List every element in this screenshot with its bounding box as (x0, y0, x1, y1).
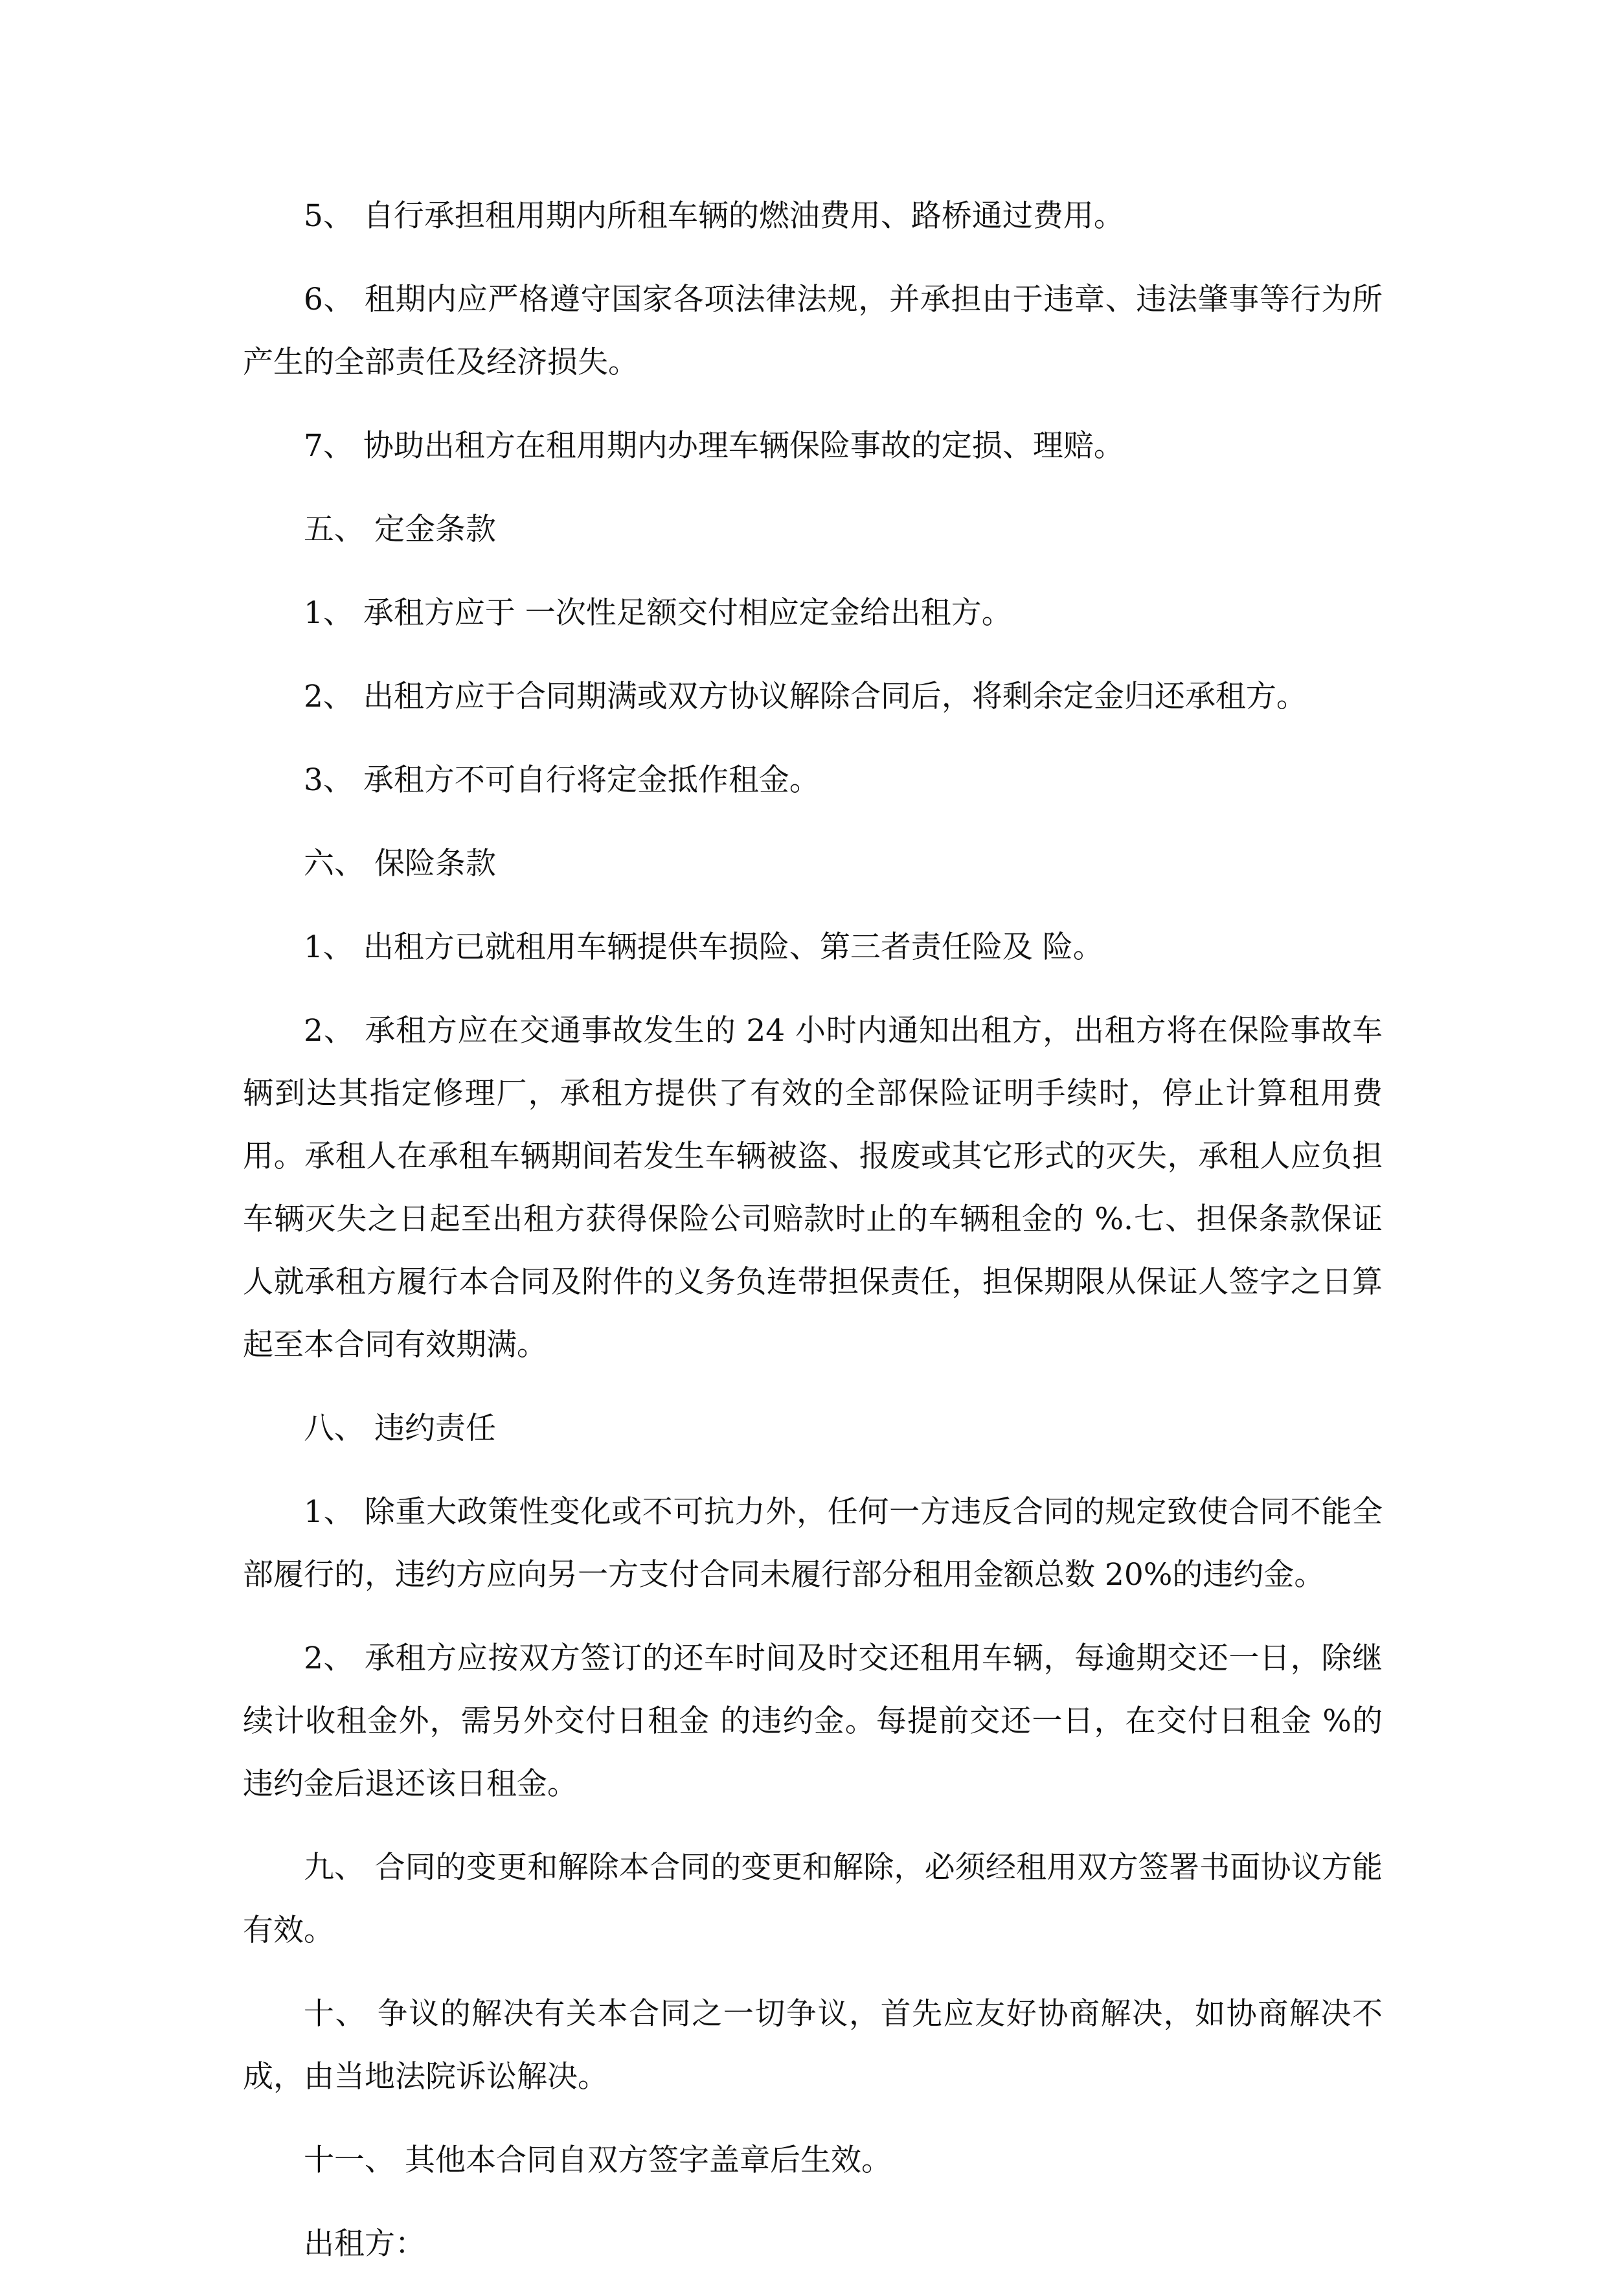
section-heading-breach: 八、 违约责任 (304, 1411, 496, 1446)
section-other-effective: 十一、 其他本合同自双方签字盖章后生效。 (304, 2143, 892, 2178)
clause-assist-insurance-claims: 7、 协助出租方在租用期内办理车辆保险事故的定损、理赔。 (304, 428, 1124, 464)
section-heading-insurance: 六、 保险条款 (304, 846, 496, 881)
section-dispute-resolution: 十、 争议的解决有关本合同之一切争议，首先应友好协商解决，如协商解决不成，由当地法院诉讼解决。 (243, 1996, 1383, 2095)
section-heading-deposit: 五、 定金条款 (304, 512, 496, 547)
clause-deposit-payment: 1、 承租方应于 一次性足额交付相应定金给出租方。 (304, 595, 1012, 631)
clause-deposit-return: 2、 出租方应于合同期满或双方协议解除合同后，将剩余定金归还承租方。 (304, 679, 1307, 714)
contract-body (243, 185, 1383, 2296)
clause-obey-laws: 6、 租期内应严格遵守国家各项法律法规，并承担由于违章、违法肇事等行为所产生的全部责任及经济损失。 (243, 282, 1383, 380)
clause-fuel-toll-costs: 5、 自行承担租用期内所租车辆的燃油费用、路桥通过费用。 (304, 198, 1124, 234)
clause-accident-notification: 2、 承租方应在交通事故发生的 24 小时内通知出租方，出租方将在保险事故车辆到达其指定修理厂，承租方提供了有效的全部保险证明手续时，停止计算租用费用。承租人在承租车辆期间若发生车辆被盗、报废或其它形式的灭失，承租人应负担车辆灭失之日起至出租方获得保险公司赔款时止的车辆租金的 %.七、担保条款保证人就承租方履行本合同及附件的义务负连带担保责任，担保期限从保证人签字之日算起至本合同有效期满。 (243, 1013, 1383, 1363)
clause-deposit-not-rent: 3、 承租方不可自行将定金抵作租金。 (304, 762, 820, 798)
lessor-signature-label: 出租方： (304, 2226, 425, 2262)
section-amendment-termination: 九、 合同的变更和解除本合同的变更和解除，必须经租用双方签署书面协议方能有效。 (243, 1850, 1383, 1948)
clause-late-return: 2、 承租方应按双方签订的还车时间及时交还租用车辆，每逾期交还一日，除继续计收租金外，需另外交付日租金 的违约金。每提前交还一日，在交付日租金 %的违约金后退还该日租金。 (243, 1641, 1383, 1802)
clause-breach-penalty: 1、 除重大政策性变化或不可抗力外，任何一方违反合同的规定致使合同不能全部履行的，违约方应向另一方支付合同未履行部分租用金额总数 20%的违约金。 (243, 1494, 1383, 1593)
clause-insurance-coverage: 1、 出租方已就租用车辆提供车损险、第三者责任险及 险。 (304, 929, 1103, 965)
